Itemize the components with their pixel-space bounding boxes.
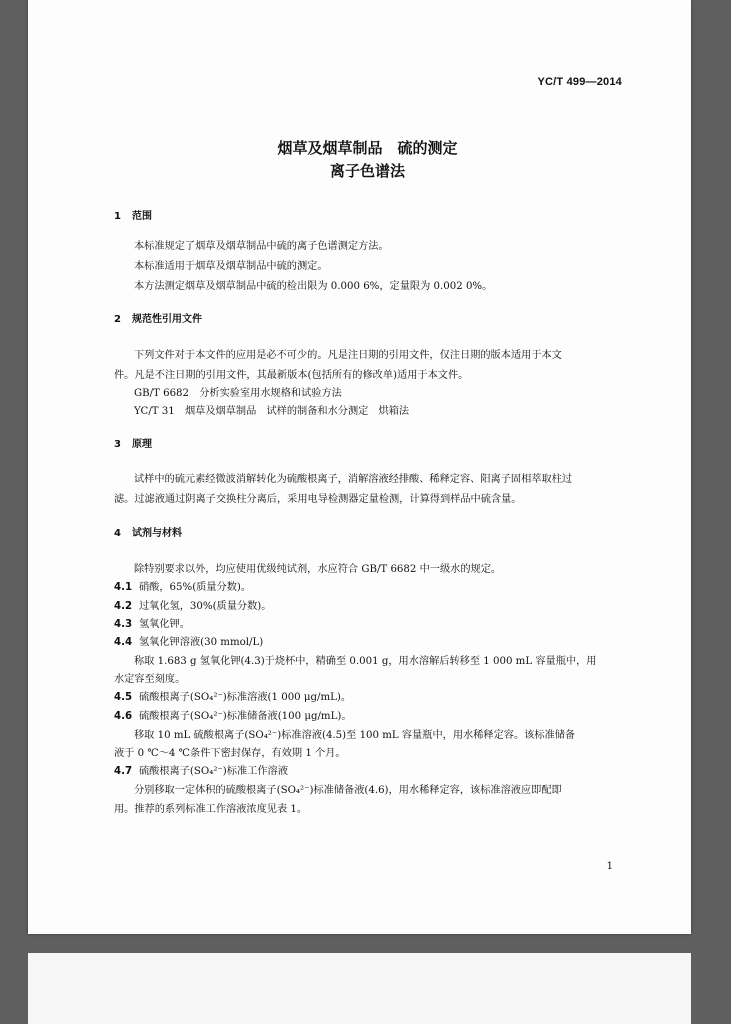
paragraph: 下列文件对于本文件的应用是必不可少的。凡是注日期的引用文件，仅注日期的版本适用于本文 (134, 350, 562, 361)
reference-item: GB/T 6682 分析实验室用水规格和试验方法 (134, 388, 342, 399)
paragraph: 称取 1.683 g 氢氧化钾(4.3)于烧杯中，精确至 0.001 g，用水溶解后转移至 1 000 mL 容量瓶中，用 (134, 656, 597, 667)
paragraph: 除特别要求以外，均应使用优级纯试剂，水应符合 GB/T 6682 中一级水的规定。 (134, 564, 502, 575)
paragraph: 滤。过滤液通过阴离子交换柱分离后，采用电导检测器定量检测，计算得到样品中硫含量。 (114, 494, 522, 505)
paragraph: 试样中的硫元素经微波消解转化为硫酸根离子，消解溶液经排酸、稀释定容、阳离子固相萃取柱过 (134, 474, 573, 485)
paragraph: 水定容至刻度。 (114, 674, 186, 685)
section-number: 4 (114, 528, 121, 539)
subsection-number: 4.6 (114, 711, 133, 722)
paragraph: 用。推荐的系列标准工作溶液浓度见表 1。 (114, 804, 308, 815)
section-4-heading (114, 527, 182, 540)
document-subtitle: 离子色谱法 (329, 162, 405, 180)
section-number: 3 (114, 439, 121, 450)
section-2-heading (114, 313, 202, 326)
paragraph: 本标准规定了烟草及烟草制品中硫的离子色谱测定方法。 (134, 241, 389, 252)
subsection-text: 氢氧化钾溶液(30 mmol/L) (139, 637, 264, 648)
subsection-text: 硫酸根离子(SO₄²⁻)标准溶液(1 000 μg/mL)。 (139, 692, 352, 703)
section-number: 1 (114, 211, 121, 222)
section-title: 规范性引用文件 (132, 314, 202, 325)
subsection-text: 硫酸根离子(SO₄²⁻)标准工作溶液 (139, 766, 288, 777)
subsection-text: 过氧化氢，30%(质量分数)。 (139, 601, 272, 612)
subsection-4-6 (114, 710, 352, 723)
section-title: 试剂与材料 (132, 528, 182, 539)
document-page (28, 0, 691, 934)
subsection-4-5 (114, 691, 351, 704)
subsection-4-2 (114, 600, 271, 613)
paragraph: 移取 10 mL 硫酸根离子(SO₄²⁻)标准溶液(4.5)至 100 mL 容量瓶中，用水稀释定容。该标准储备 (134, 730, 576, 741)
section-1-heading (114, 210, 152, 223)
standard-code: YC/T 499—2014 (537, 76, 622, 88)
document-title: 烟草及烟草制品 硫的测定 (277, 139, 458, 157)
subsection-4-1 (114, 581, 251, 594)
subsection-number: 4.3 (114, 619, 133, 630)
reference-item: YC/T 31 烟草及烟草制品 试样的制备和水分测定 烘箱法 (134, 406, 410, 417)
subsection-4-3 (114, 618, 190, 631)
page-number: 1 (606, 861, 613, 872)
subsection-number: 4.4 (114, 637, 133, 648)
paragraph: 分别移取一定体积的硫酸根离子(SO₄²⁻)标准储备液(4.6)，用水稀释定容，该标准溶液应即配即 (134, 785, 562, 796)
paragraph: 本方法测定烟草及烟草制品中硫的检出限为 0.000 6%，定量限为 0.002 0%。 (134, 281, 493, 292)
section-3-heading (114, 438, 152, 451)
section-title: 范围 (132, 211, 152, 222)
subsection-number: 4.5 (114, 692, 133, 703)
section-number: 2 (114, 314, 121, 325)
paragraph: 本标准适用于烟草及烟草制品中硫的测定。 (134, 261, 328, 272)
subsection-number: 4.7 (114, 766, 133, 777)
section-title: 原理 (132, 439, 152, 450)
subsection-text: 硫酸根离子(SO₄²⁻)标准储备液(100 μg/mL)。 (139, 711, 352, 722)
subsection-number: 4.1 (114, 582, 133, 593)
next-page-preview (28, 953, 691, 1024)
subsection-number: 4.2 (114, 601, 133, 612)
paragraph: 液于 0 ℃～4 ℃条件下密封保存，有效期 1 个月。 (114, 748, 346, 759)
subsection-4-7 (114, 765, 288, 778)
subsection-text: 硝酸，65%(质量分数)。 (139, 582, 252, 593)
paragraph: 件。凡是不注日期的引用文件，其最新版本(包括所有的修改单)适用于本文件。 (114, 370, 469, 381)
subsection-4-4 (114, 636, 263, 649)
subsection-text: 氢氧化钾。 (139, 619, 190, 630)
